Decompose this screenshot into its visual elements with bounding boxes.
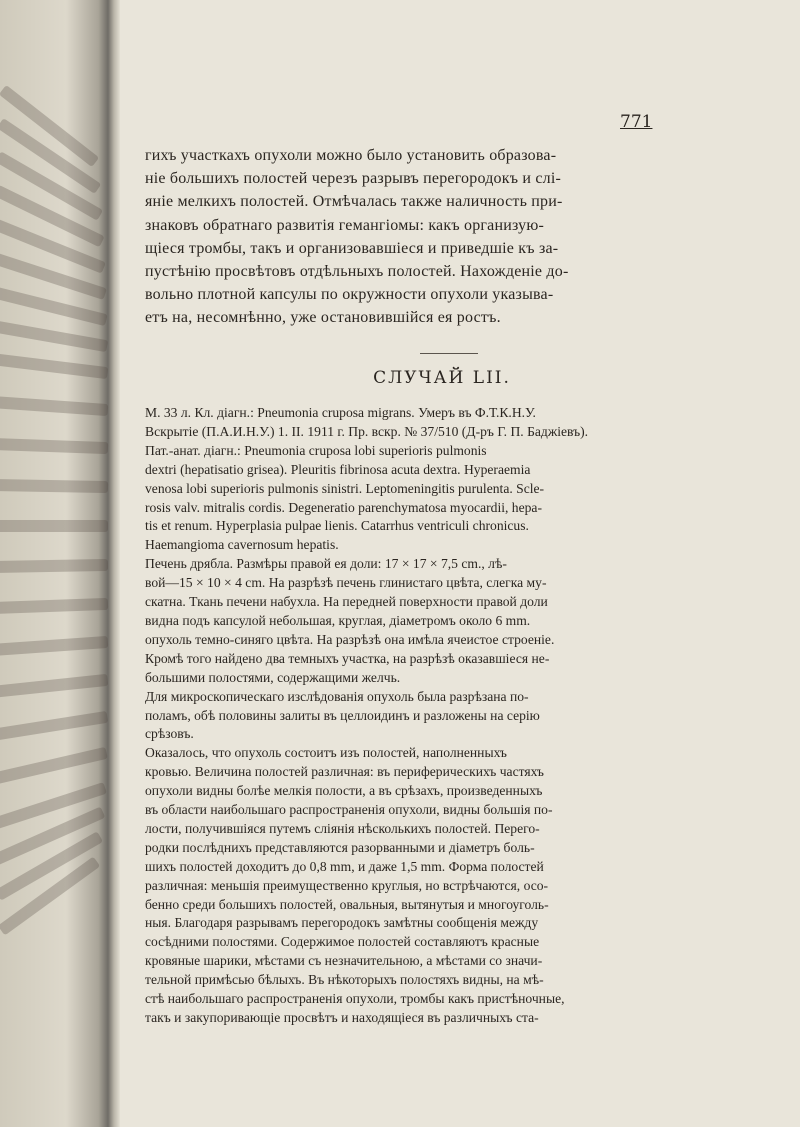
text-line: вольно плотной капсулы по окружности опухоли указыва- bbox=[145, 286, 554, 304]
text-line: родки послѣднихъ представляются разорванными и діаметръ боль- bbox=[145, 839, 535, 855]
text-line: пустѣнію просвѣтовъ отдѣльныхъ полостей. Нахожденіе до- bbox=[145, 263, 569, 281]
text-line: Для микроскопическаго изслѣдованія опухоль была разрѣзана по- bbox=[145, 688, 529, 704]
text-line: въ области наибольшаго распространенія опухоли, видны большія по- bbox=[145, 802, 553, 818]
text-line: Вскрытіе (П.А.И.Н.У.) 1. II. 1911 г. Пр. вскр. № 37/510 (Д-ръ Г. П. Баджіевъ). bbox=[145, 423, 589, 439]
text-line: опухоль темно-синяго цвѣта. На разрѣзѣ она имѣла ячеистое строеніе. bbox=[145, 631, 555, 647]
text-line: яніе мелкихъ полостей. Отмѣчалась также наличность при- bbox=[145, 193, 563, 211]
text-line: различная: меньшія преимущественно круглыя, но встрѣчаются, осо- bbox=[145, 877, 549, 893]
text-line: такъ и закупоривающіе просвѣтъ и находящіеся въ различныхъ ста- bbox=[145, 1010, 539, 1025]
text-line: тельной примѣсью бѣлыхъ. Въ нѣкоторыхъ полостяхъ видны, на мѣ- bbox=[145, 972, 544, 988]
text-line: видна подъ капсулой небольшая, круглая, діаметромъ около 6 mm. bbox=[145, 612, 531, 628]
text-line: rosis valv. mitralis cordis. Degeneratio parenchymatosa myocardii, hepa- bbox=[145, 499, 542, 515]
text-line: вой—15 × 10 × 4 cm. На разрѣзѣ печень глинистаго цвѣта, слегка му- bbox=[145, 575, 547, 591]
text-line: лости, получившіяся путемъ сліянія нѣсколькихъ полостей. Перего- bbox=[145, 820, 540, 836]
text-line: М. 33 л. Кл. діагн.: Pneumonia crupоsa migrans. Умеръ въ Ф.Т.К.Н.У. bbox=[145, 405, 536, 420]
text-line: Кромѣ того найдено два темныхъ участка, на разрѣзѣ оказавшіеся не- bbox=[145, 650, 550, 666]
text-line: поламъ, обѣ половины залиты въ целлоидинъ и разложены на серію bbox=[145, 707, 540, 723]
text-line: Печень дрябла. Размѣры правой ея доли: 17 × 17 × 7,5 cm., лѣ- bbox=[145, 556, 507, 572]
text-line: ніе большихъ полостей черезъ разрывъ перегородокъ и слі- bbox=[145, 170, 562, 188]
text-line: большими полостями, содержащими желчь. bbox=[145, 669, 401, 685]
text-line: гихъ участкахъ опухоли можно было установить образова- bbox=[145, 147, 557, 164]
facing-page-gutter bbox=[0, 0, 120, 1127]
text-line: venosa lobi superioris pulmonis sinistri. Leptomeningitis purulenta. Scle- bbox=[145, 480, 545, 496]
text-line: Haemangioma cavernosum hepatis. bbox=[145, 537, 339, 553]
text-line: шихъ полостей доходитъ до 0,8 mm, и даже 1,5 mm. Форма полостей bbox=[145, 858, 544, 874]
intro-paragraph bbox=[145, 144, 760, 330]
text-line: опухоли видны болѣе мелкія полости, а въ срѣзахъ, произведенныхъ bbox=[145, 783, 543, 799]
case-body bbox=[145, 404, 760, 1028]
page-number: 771 bbox=[620, 112, 653, 132]
text-line: срѣзовъ. bbox=[145, 726, 194, 742]
text-line: ныя. Благодаря разрывамъ перегородокъ замѣтны сообщенія между bbox=[145, 915, 539, 931]
case-heading: СЛУЧАЙ LII. bbox=[373, 368, 511, 388]
text-line: сосѣдними полостями. Содержимое полостей составляютъ красные bbox=[145, 934, 540, 950]
section-divider bbox=[420, 353, 478, 354]
text-line: кровью. Величина полостей различная: въ периферическихъ частяхъ bbox=[145, 764, 544, 780]
text-line: кровяные шарики, мѣстами съ незначительною, а мѣстами со значи- bbox=[145, 953, 543, 969]
text-line: щіеся тромбы, такъ и организовавшіеся и приведшіе къ за- bbox=[145, 239, 559, 257]
text-line: етъ на, несомнѣнно, уже остановившійся ея ростъ. bbox=[145, 309, 501, 327]
text-line: стѣ наибольшаго распространенія опухоли, тромбы какъ пристѣночные, bbox=[145, 991, 565, 1007]
text-line: бенно среди большихъ полостей, овальныя, вытянутыя и многоуголь- bbox=[145, 896, 549, 912]
text-line: знаковъ обратнаго развитія гемангіомы: какъ организую- bbox=[145, 216, 545, 234]
text-line: Пат.-анат. діагн.: Pneumonia crupоsa lobi superioris pulmonis bbox=[145, 442, 487, 458]
text-line: tis et renum. Hyperplasia pulpae lienis. Catarrhus ventriculi chronicus. bbox=[145, 518, 529, 534]
text-line: скатна. Ткань печени набухла. На передней поверхности правой доли bbox=[145, 594, 548, 610]
text-line: dextri (hepatisatio grisea). Pleuritis fibrinosa acuta dextra. Hyperaemia bbox=[145, 461, 531, 477]
text-line: Оказалось, что опухоль состоитъ изъ полостей, наполненныхъ bbox=[145, 745, 507, 761]
